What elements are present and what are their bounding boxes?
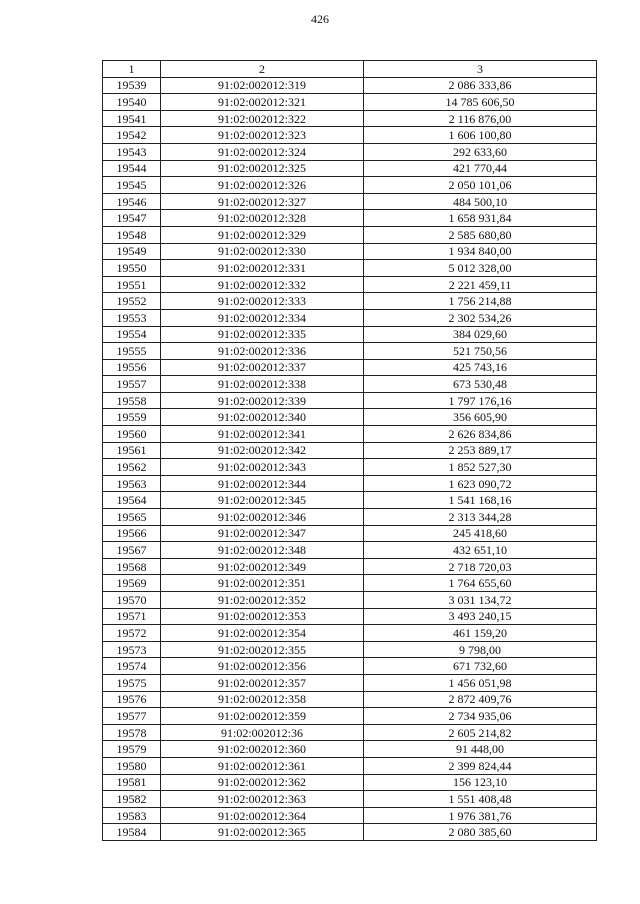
cadastral-number-cell: 91:02:002012:36 — [161, 724, 364, 741]
value-cell: 1 456 051,98 — [364, 674, 597, 691]
cadastral-number-cell: 91:02:002012:339 — [161, 392, 364, 409]
row-number-cell: 19582 — [103, 791, 161, 808]
value-cell: 2 718 720,03 — [364, 558, 597, 575]
cadastral-number-cell: 91:02:002012:357 — [161, 674, 364, 691]
row-number-cell: 19546 — [103, 193, 161, 210]
value-cell: 484 500,10 — [364, 193, 597, 210]
value-cell: 14 785 606,50 — [364, 94, 597, 111]
row-number-cell: 19564 — [103, 492, 161, 509]
table-row — [103, 625, 597, 642]
table-row — [103, 260, 597, 277]
table-row — [103, 94, 597, 111]
table-row — [103, 641, 597, 658]
table-row — [103, 442, 597, 459]
row-number-cell: 19565 — [103, 509, 161, 526]
cadastral-number-cell: 91:02:002012:356 — [161, 658, 364, 675]
value-cell: 1 934 840,00 — [364, 243, 597, 260]
table-row — [103, 193, 597, 210]
table-row — [103, 724, 597, 741]
table-row — [103, 558, 597, 575]
row-number-cell: 19551 — [103, 276, 161, 293]
table-row — [103, 392, 597, 409]
row-number-cell: 19569 — [103, 575, 161, 592]
value-cell: 2 086 333,86 — [364, 77, 597, 94]
row-number-cell: 19558 — [103, 392, 161, 409]
table-row — [103, 343, 597, 360]
cadastral-number-cell: 91:02:002012:345 — [161, 492, 364, 509]
table-row — [103, 509, 597, 526]
row-number-cell: 19552 — [103, 293, 161, 310]
table-body — [103, 77, 597, 840]
value-cell: 91 448,00 — [364, 741, 597, 758]
value-cell: 156 123,10 — [364, 774, 597, 791]
value-cell: 1 976 381,76 — [364, 807, 597, 824]
cadastral-number-cell: 91:02:002012:332 — [161, 276, 364, 293]
row-number-cell: 19573 — [103, 641, 161, 658]
row-number-cell: 19579 — [103, 741, 161, 758]
cadastral-number-cell: 91:02:002012:364 — [161, 807, 364, 824]
value-cell: 2 302 534,26 — [364, 309, 597, 326]
cadastral-number-cell: 91:02:002012:325 — [161, 160, 364, 177]
table-row — [103, 575, 597, 592]
table-row — [103, 774, 597, 791]
cadastral-number-cell: 91:02:002012:362 — [161, 774, 364, 791]
row-number-cell: 19548 — [103, 226, 161, 243]
cadastral-number-cell: 91:02:002012:334 — [161, 309, 364, 326]
cadastral-number-cell: 91:02:002012:360 — [161, 741, 364, 758]
row-number-cell: 19559 — [103, 409, 161, 426]
cadastral-number-cell: 91:02:002012:346 — [161, 509, 364, 526]
table-row — [103, 525, 597, 542]
value-cell: 421 770,44 — [364, 160, 597, 177]
cadastral-number-cell: 91:02:002012:348 — [161, 542, 364, 559]
value-cell: 2 313 344,28 — [364, 509, 597, 526]
value-cell: 432 651,10 — [364, 542, 597, 559]
value-cell: 3 493 240,15 — [364, 608, 597, 625]
row-number-cell: 19567 — [103, 542, 161, 559]
value-cell: 521 750,56 — [364, 343, 597, 360]
cadastral-number-cell: 91:02:002012:353 — [161, 608, 364, 625]
table-row — [103, 542, 597, 559]
cadastral-number-cell: 91:02:002012:351 — [161, 575, 364, 592]
table-row — [103, 741, 597, 758]
table-header-row — [103, 61, 597, 78]
table-row — [103, 243, 597, 260]
table-row — [103, 592, 597, 609]
row-number-cell: 19553 — [103, 309, 161, 326]
cadastral-number-cell: 91:02:002012:365 — [161, 824, 364, 841]
table-row — [103, 77, 597, 94]
cadastral-number-cell: 91:02:002012:344 — [161, 475, 364, 492]
cadastral-number-cell: 91:02:002012:323 — [161, 127, 364, 144]
column-header: 2 — [161, 61, 364, 78]
row-number-cell: 19549 — [103, 243, 161, 260]
value-cell: 2 080 385,60 — [364, 824, 597, 841]
registry-table — [102, 60, 597, 841]
value-cell: 2 734 935,06 — [364, 708, 597, 725]
value-cell: 2 626 834,86 — [364, 426, 597, 443]
row-number-cell: 19566 — [103, 525, 161, 542]
cadastral-number-cell: 91:02:002012:336 — [161, 343, 364, 360]
value-cell: 245 418,60 — [364, 525, 597, 542]
cadastral-number-cell: 91:02:002012:358 — [161, 691, 364, 708]
cadastral-number-cell: 91:02:002012:354 — [161, 625, 364, 642]
column-header: 3 — [364, 61, 597, 78]
table-row — [103, 691, 597, 708]
value-cell: 1 797 176,16 — [364, 392, 597, 409]
cadastral-number-cell: 91:02:002012:328 — [161, 210, 364, 227]
value-cell: 384 029,60 — [364, 326, 597, 343]
row-number-cell: 19561 — [103, 442, 161, 459]
value-cell: 1 541 168,16 — [364, 492, 597, 509]
row-number-cell: 19577 — [103, 708, 161, 725]
cadastral-number-cell: 91:02:002012:324 — [161, 143, 364, 160]
table-row — [103, 757, 597, 774]
value-cell: 425 743,16 — [364, 359, 597, 376]
cadastral-number-cell: 91:02:002012:329 — [161, 226, 364, 243]
cadastral-number-cell: 91:02:002012:359 — [161, 708, 364, 725]
cadastral-number-cell: 91:02:002012:347 — [161, 525, 364, 542]
table-row — [103, 608, 597, 625]
row-number-cell: 19570 — [103, 592, 161, 609]
cadastral-number-cell: 91:02:002012:352 — [161, 592, 364, 609]
row-number-cell: 19563 — [103, 475, 161, 492]
row-number-cell: 19547 — [103, 210, 161, 227]
table-row — [103, 359, 597, 376]
table-row — [103, 376, 597, 393]
table-row — [103, 127, 597, 144]
value-cell: 673 530,48 — [364, 376, 597, 393]
table-row — [103, 824, 597, 841]
row-number-cell: 19568 — [103, 558, 161, 575]
cadastral-number-cell: 91:02:002012:338 — [161, 376, 364, 393]
row-number-cell: 19560 — [103, 426, 161, 443]
cadastral-number-cell: 91:02:002012:327 — [161, 193, 364, 210]
table-row — [103, 409, 597, 426]
table-row — [103, 177, 597, 194]
value-cell: 292 633,60 — [364, 143, 597, 160]
cadastral-number-cell: 91:02:002012:321 — [161, 94, 364, 111]
table-row — [103, 674, 597, 691]
table-row — [103, 293, 597, 310]
row-number-cell: 19542 — [103, 127, 161, 144]
row-number-cell: 19583 — [103, 807, 161, 824]
table-row — [103, 459, 597, 476]
value-cell: 5 012 328,00 — [364, 260, 597, 277]
cadastral-number-cell: 91:02:002012:361 — [161, 757, 364, 774]
table-row — [103, 658, 597, 675]
value-cell: 3 031 134,72 — [364, 592, 597, 609]
row-number-cell: 19574 — [103, 658, 161, 675]
row-number-cell: 19557 — [103, 376, 161, 393]
table-row — [103, 708, 597, 725]
cadastral-number-cell: 91:02:002012:342 — [161, 442, 364, 459]
table-row — [103, 791, 597, 808]
row-number-cell: 19580 — [103, 757, 161, 774]
value-cell: 2 585 680,80 — [364, 226, 597, 243]
value-cell: 9 798,00 — [364, 641, 597, 658]
value-cell: 1 764 655,60 — [364, 575, 597, 592]
cadastral-number-cell: 91:02:002012:363 — [161, 791, 364, 808]
table-row — [103, 426, 597, 443]
cadastral-number-cell: 91:02:002012:343 — [161, 459, 364, 476]
value-cell: 1 756 214,88 — [364, 293, 597, 310]
value-cell: 2 221 459,11 — [364, 276, 597, 293]
row-number-cell: 19555 — [103, 343, 161, 360]
cadastral-number-cell: 91:02:002012:349 — [161, 558, 364, 575]
cadastral-number-cell: 91:02:002012:333 — [161, 293, 364, 310]
value-cell: 2 253 889,17 — [364, 442, 597, 459]
table-row — [103, 143, 597, 160]
row-number-cell: 19584 — [103, 824, 161, 841]
cadastral-number-cell: 91:02:002012:319 — [161, 77, 364, 94]
row-number-cell: 19539 — [103, 77, 161, 94]
cadastral-number-cell: 91:02:002012:335 — [161, 326, 364, 343]
row-number-cell: 19543 — [103, 143, 161, 160]
row-number-cell: 19556 — [103, 359, 161, 376]
table-row — [103, 475, 597, 492]
row-number-cell: 19544 — [103, 160, 161, 177]
table-row — [103, 807, 597, 824]
value-cell: 1 658 931,84 — [364, 210, 597, 227]
cadastral-number-cell: 91:02:002012:330 — [161, 243, 364, 260]
value-cell: 2 605 214,82 — [364, 724, 597, 741]
cadastral-number-cell: 91:02:002012:355 — [161, 641, 364, 658]
column-header: 1 — [103, 61, 161, 78]
cadastral-number-cell: 91:02:002012:326 — [161, 177, 364, 194]
value-cell: 2 399 824,44 — [364, 757, 597, 774]
row-number-cell: 19575 — [103, 674, 161, 691]
row-number-cell: 19572 — [103, 625, 161, 642]
value-cell: 356 605,90 — [364, 409, 597, 426]
table-row — [103, 110, 597, 127]
value-cell: 461 159,20 — [364, 625, 597, 642]
row-number-cell: 19554 — [103, 326, 161, 343]
row-number-cell: 19578 — [103, 724, 161, 741]
page-number: 426 — [311, 12, 329, 26]
cadastral-number-cell: 91:02:002012:322 — [161, 110, 364, 127]
row-number-cell: 19562 — [103, 459, 161, 476]
cadastral-number-cell: 91:02:002012:340 — [161, 409, 364, 426]
value-cell: 2 050 101,06 — [364, 177, 597, 194]
row-number-cell: 19545 — [103, 177, 161, 194]
row-number-cell: 19540 — [103, 94, 161, 111]
value-cell: 1 606 100,80 — [364, 127, 597, 144]
cadastral-number-cell: 91:02:002012:331 — [161, 260, 364, 277]
table-row — [103, 492, 597, 509]
value-cell: 1 623 090,72 — [364, 475, 597, 492]
table-row — [103, 326, 597, 343]
table-row — [103, 276, 597, 293]
value-cell: 671 732,60 — [364, 658, 597, 675]
value-cell: 1 852 527,30 — [364, 459, 597, 476]
row-number-cell: 19550 — [103, 260, 161, 277]
cadastral-number-cell: 91:02:002012:341 — [161, 426, 364, 443]
row-number-cell: 19576 — [103, 691, 161, 708]
table-row — [103, 226, 597, 243]
value-cell: 2 872 409,76 — [364, 691, 597, 708]
row-number-cell: 19541 — [103, 110, 161, 127]
row-number-cell: 19571 — [103, 608, 161, 625]
row-number-cell: 19581 — [103, 774, 161, 791]
value-cell: 1 551 408,48 — [364, 791, 597, 808]
value-cell: 2 116 876,00 — [364, 110, 597, 127]
cadastral-number-cell: 91:02:002012:337 — [161, 359, 364, 376]
table-row — [103, 160, 597, 177]
table-row — [103, 210, 597, 227]
table-row — [103, 309, 597, 326]
